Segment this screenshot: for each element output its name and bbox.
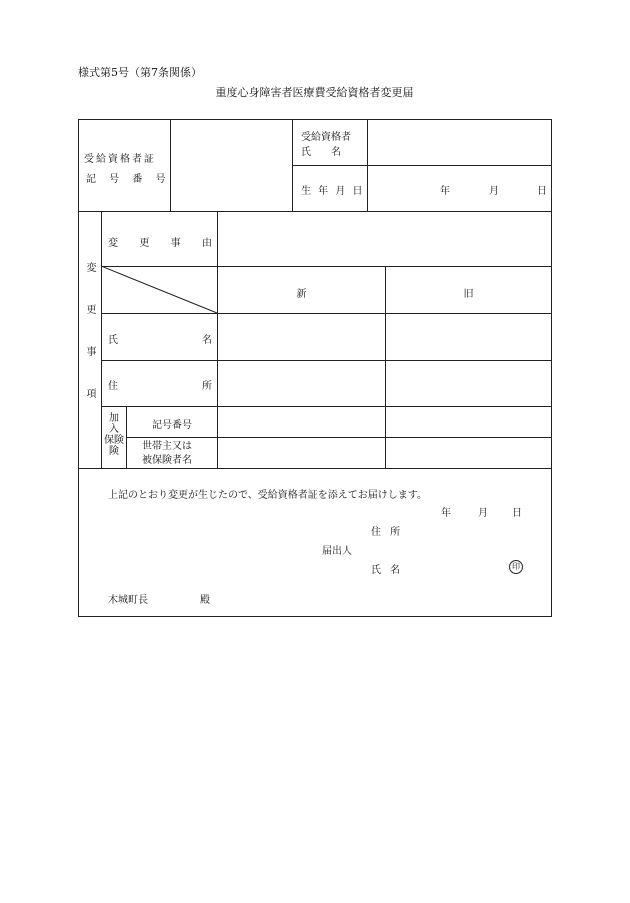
dob-label: 生 年 月 日	[301, 186, 365, 197]
applicant-address-label: 住 所	[371, 527, 404, 538]
cert-label-2: 記 号 番 号	[86, 174, 171, 185]
recipient-name-label-2: 氏 名	[301, 147, 341, 158]
diagonal-divider	[101, 266, 218, 314]
new-address-field[interactable]	[219, 362, 383, 404]
old-header: 旧	[463, 289, 474, 300]
form-title: 重度心身障害者医療費受給資格者変更届	[215, 86, 414, 99]
address-row-label: 住 所	[108, 381, 212, 392]
change-items-label: 変更事項	[84, 262, 95, 430]
dob-day: 日	[537, 186, 547, 197]
applicant-name-label: 氏 名	[371, 565, 404, 576]
new-header: 新	[296, 289, 307, 300]
cert-label: 受給資格者証	[84, 154, 156, 165]
submit-year: 年	[441, 508, 451, 519]
name-row-label: 氏 名	[108, 335, 212, 346]
form-number: 様式第5号（第7条関係）	[78, 66, 202, 79]
old-householder-field[interactable]	[387, 439, 549, 466]
new-householder-field[interactable]	[219, 439, 383, 466]
dob-year: 年	[440, 186, 450, 197]
new-insurance-number-field[interactable]	[219, 408, 383, 435]
recipient-title: 木城町長	[108, 595, 148, 606]
change-reason-label: 変 更 事 由	[108, 238, 212, 249]
change-reason-field[interactable]	[219, 213, 549, 264]
dob-month: 月	[489, 186, 499, 197]
submit-day: 日	[512, 508, 522, 519]
old-address-field[interactable]	[387, 362, 549, 404]
submit-month: 月	[478, 508, 488, 519]
applicant-label: 届出人	[322, 546, 352, 557]
seal-icon: 印	[509, 560, 523, 574]
recipient-name-field[interactable]	[369, 122, 549, 162]
old-name-field[interactable]	[387, 315, 549, 358]
cert-number-field[interactable]	[172, 122, 290, 208]
householder-label: 世帯主又は 被保険者名	[142, 441, 192, 466]
insurance-label: 加 入 保険 険	[104, 413, 124, 457]
declaration-statement: 上記のとおり変更が生じたので、受給資格者証を添えてお届けします。	[108, 490, 427, 501]
recipient-name-label: 受給資格者	[301, 132, 351, 143]
old-insurance-number-field[interactable]	[387, 408, 549, 435]
new-name-field[interactable]	[219, 315, 383, 358]
honorific: 殿	[200, 595, 210, 606]
insurance-number-label: 記号番号	[152, 420, 192, 431]
